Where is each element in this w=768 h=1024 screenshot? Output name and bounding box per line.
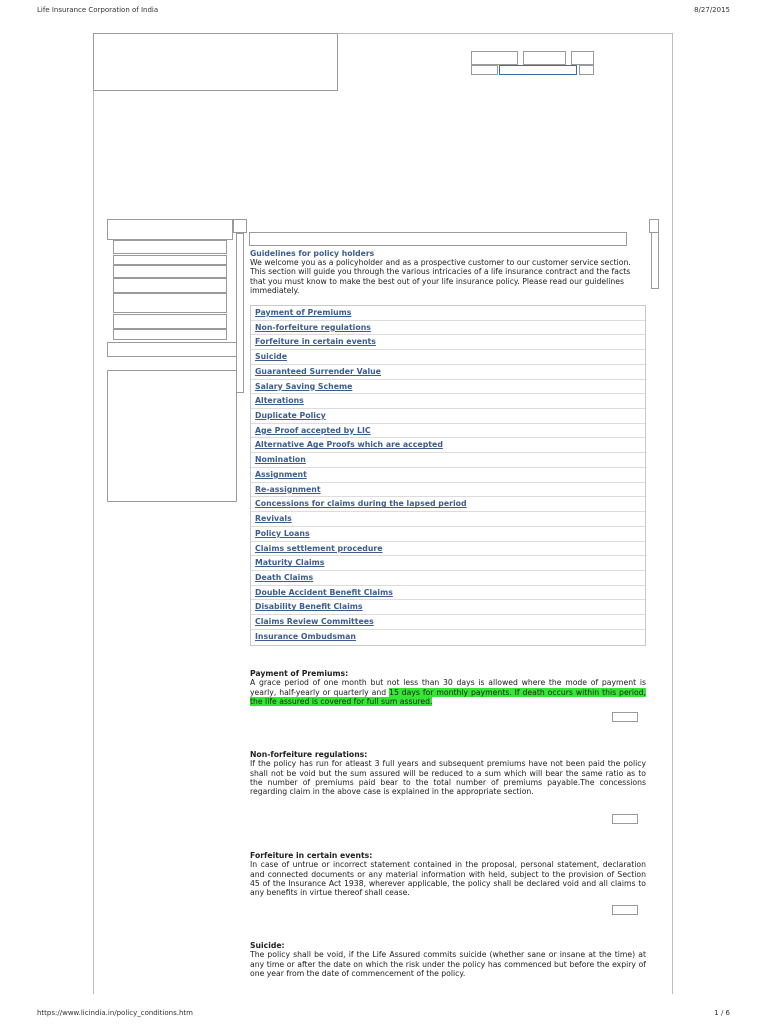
sidebar-panel bbox=[107, 370, 237, 502]
sidebar-scroll-track[interactable] bbox=[236, 233, 244, 393]
link-alterations[interactable]: Alterations bbox=[251, 394, 645, 409]
topic-links-table bbox=[250, 305, 646, 646]
section-title: Suicide: bbox=[250, 941, 285, 950]
right-scroll-track[interactable] bbox=[651, 232, 659, 289]
guidelines-intro: We welcome you as a policyholder and as a prospective customer to our customer service section. This section will guide you through the various intricacies of a life insurance contract and the facts that you must know to make the best out of your life insurance policy. Please read our guidelines immediately. bbox=[250, 258, 631, 295]
section-payment-of-premiums bbox=[250, 669, 646, 706]
section-body: In case of untrue or incorrect statement contained in the proposal, personal statement, declaration and connected documents or any material information with held, subject to the provision of Section 45 of the Insurance Act 1938, wherever applicable, the policy shall be declared void and all claims to any benefits in virtue thereof shall cease. bbox=[250, 860, 646, 898]
sidebar-item-5[interactable] bbox=[113, 293, 227, 313]
link-nomination[interactable]: Nomination bbox=[251, 453, 645, 468]
sidebar-footer bbox=[107, 342, 237, 357]
link-assignment[interactable]: Assignment bbox=[251, 468, 645, 483]
section-title: Payment of Premiums: bbox=[250, 669, 349, 678]
link-revivals[interactable]: Revivals bbox=[251, 512, 645, 527]
link-death-claims[interactable]: Death Claims bbox=[251, 571, 645, 586]
link-payment-of-premiums[interactable]: Payment of Premiums bbox=[251, 306, 645, 321]
link-re-assignment[interactable]: Re-assignment bbox=[251, 483, 645, 498]
section-suicide bbox=[250, 941, 646, 978]
link-alternative-age-proofs[interactable]: Alternative Age Proofs which are accepted bbox=[251, 438, 645, 453]
link-forfeiture-in-certain-events[interactable]: Forfeiture in certain events bbox=[251, 335, 645, 350]
top-nav-button-1[interactable] bbox=[471, 51, 518, 65]
top-nav-button-4[interactable] bbox=[471, 65, 498, 75]
sidebar-item-6[interactable] bbox=[113, 314, 227, 329]
link-disability-benefit-claims[interactable]: Disability Benefit Claims bbox=[251, 600, 645, 615]
top-nav-button-3[interactable] bbox=[571, 51, 594, 65]
section-title: Forfeiture in certain events: bbox=[250, 851, 373, 860]
right-toggle[interactable] bbox=[649, 219, 659, 233]
link-salary-saving-scheme[interactable]: Salary Saving Scheme bbox=[251, 380, 645, 395]
print-header-title: Life Insurance Corporation of India bbox=[37, 6, 159, 14]
logo-placeholder bbox=[93, 33, 338, 91]
link-double-accident-benefit[interactable]: Double Accident Benefit Claims bbox=[251, 586, 645, 601]
print-header-date: 8/27/2015 bbox=[694, 6, 730, 14]
link-guaranteed-surrender-value[interactable]: Guaranteed Surrender Value bbox=[251, 365, 645, 380]
sidebar-header bbox=[107, 219, 233, 240]
link-insurance-ombudsman[interactable]: Insurance Ombudsman bbox=[255, 631, 356, 641]
link-claims-review-committees[interactable]: Claims Review Committees bbox=[251, 615, 645, 630]
link-concessions-lapsed-period[interactable]: Concessions for claims during the lapsed period bbox=[251, 497, 645, 512]
link-maturity-claims[interactable]: Maturity Claims bbox=[251, 556, 645, 571]
section-text: A grace period of one month but not less than 30 days is allowed where the mode of payment is yearly, half-yearly or quarterly and bbox=[250, 678, 646, 697]
back-to-top-button[interactable] bbox=[612, 814, 638, 824]
print-footer-page: 1 / 6 bbox=[714, 1009, 730, 1017]
section-body: If the policy has run for atleast 3 full years and subsequent premiums have not been paid the policy shall not be void but the sum assured will be reduced to a sum which will bear the same ratio as to the number of premiums paid bear to the total number of premiums payable.The concessions regarding claim in the above case is explained in the appropriate section. bbox=[250, 759, 646, 797]
sidebar-item-3[interactable] bbox=[113, 265, 227, 278]
sidebar-item-2[interactable] bbox=[113, 255, 227, 265]
section-body: The policy shall be void, if the Life Assured commits suicide (whether sane or insane at the time) at any time or after the date on which the risk under the policy has commenced but before the expiry of one year from the date of commencement of the policy. bbox=[250, 950, 646, 978]
section-body bbox=[250, 678, 646, 706]
link-policy-loans[interactable]: Policy Loans bbox=[251, 527, 645, 542]
section-non-forfeiture bbox=[250, 750, 646, 796]
sidebar-item-7[interactable] bbox=[113, 329, 227, 340]
sidebar-toggle[interactable] bbox=[233, 219, 247, 233]
guidelines-title: Guidelines for policy holders bbox=[250, 249, 375, 258]
link-claims-settlement-procedure[interactable]: Claims settlement procedure bbox=[251, 542, 645, 557]
link-non-forfeiture-regulations[interactable]: Non-forfeiture regulations bbox=[251, 321, 645, 336]
search-button[interactable] bbox=[579, 65, 594, 75]
search-input[interactable] bbox=[499, 65, 577, 75]
section-forfeiture bbox=[250, 851, 646, 897]
back-to-top-button[interactable] bbox=[612, 712, 638, 722]
link-suicide[interactable]: Suicide bbox=[251, 350, 645, 365]
sidebar-item-4[interactable] bbox=[113, 278, 227, 293]
sidebar-item-1[interactable] bbox=[113, 240, 227, 254]
highlighted-text: 15 days for monthly payments. If death occurs within this period, the life assured is covered for full sum assured. bbox=[250, 687, 646, 706]
print-footer-url: https://www.licindia.in/policy_conditions.htm bbox=[37, 1009, 193, 1017]
top-nav-button-2[interactable] bbox=[523, 51, 566, 65]
breadcrumb-bar bbox=[249, 232, 627, 246]
link-age-proof-accepted[interactable]: Age Proof accepted by LIC bbox=[251, 424, 645, 439]
back-to-top-button[interactable] bbox=[612, 905, 638, 915]
section-title: Non-forfeiture regulations: bbox=[250, 750, 368, 759]
link-duplicate-policy[interactable]: Duplicate Policy bbox=[251, 409, 645, 424]
